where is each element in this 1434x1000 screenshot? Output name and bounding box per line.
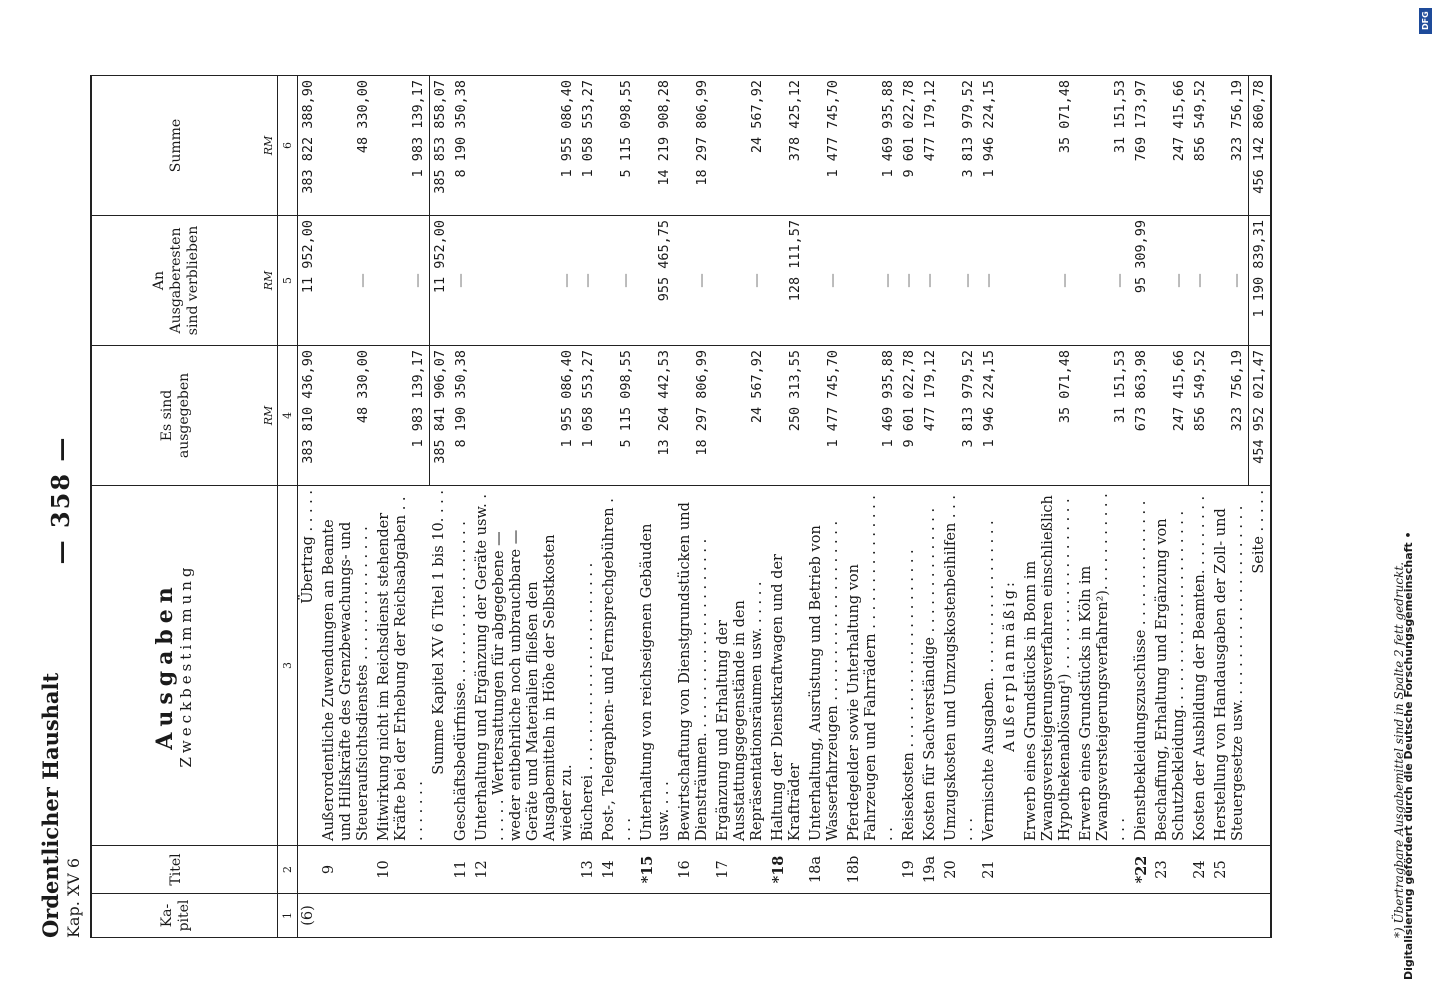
description-cell: Geschäftsbedürfnisse. . . . . . . . . . . . . . . . . . <box>451 486 472 846</box>
titel-cell: 12 <box>472 846 578 894</box>
unit-empty <box>260 894 278 938</box>
summe-cell: 769 173,97 <box>1131 76 1152 216</box>
summe-cell: 856 549,52 <box>1190 76 1211 216</box>
kapitel-cell <box>578 894 599 938</box>
description-cell: Vermischte Ausgaben. . . . . . . . . . . . . . . . . . <box>979 486 1000 846</box>
ausgegeben-cell: 323 756,19 <box>1211 346 1249 486</box>
ausgegeben-cell: 247 415,66 <box>1152 346 1190 486</box>
titel-cell <box>1249 846 1272 894</box>
table-row <box>768 76 806 938</box>
col-number: 5 <box>278 216 298 346</box>
ausgegeben-cell: 1 477 745,70 <box>806 346 844 486</box>
ausgegeben-cell: 31 151,53 <box>1076 346 1131 486</box>
summe-cell: 18 297 806,99 <box>675 76 713 216</box>
table-row <box>806 76 844 938</box>
ausgabereste-cell <box>1000 216 1021 346</box>
col-header-summe: Summe <box>91 76 260 216</box>
ausgabereste-cell: — <box>844 216 899 346</box>
table-row <box>1249 76 1272 938</box>
kapitel-cell <box>451 894 472 938</box>
titel-cell: 21 <box>979 846 1000 894</box>
ausgabereste-cell: 11 952,00 <box>298 216 320 346</box>
description-cell: Herstellung von Handausgaben der Zoll- und Steuergesetze usw. . . . . . . . . . . . . . . . . . . . . . <box>1211 486 1249 846</box>
description-cell: Unterhaltung von reichseigenen Gebäuden usw. . . . <box>637 486 675 846</box>
unit-label: RM <box>260 216 278 346</box>
titel-cell: *22 <box>1131 846 1152 894</box>
description-cell: Umzugskosten und Umzugskostenbeihilfen . . . . . . <box>941 486 979 846</box>
kapitel-cell <box>1076 894 1131 938</box>
ausgegeben-cell: 8 190 350,38 <box>451 346 472 486</box>
ausgegeben-cell: 3 813 979,52 <box>941 346 979 486</box>
kapitel-cell <box>979 894 1000 938</box>
kapitel-cell <box>599 894 637 938</box>
table-row <box>941 76 979 938</box>
ausgegeben-cell: 1 955 086,40 <box>472 346 578 486</box>
ausgabereste-cell: 955 465,75 <box>637 216 675 346</box>
description-cell: Außerordentliche Zuwendungen an Beamte und Hilfskräfte des Grenzbewachungs- und Steueraufsichtsdienstes . . . . . . . . . . . . . . . <box>319 486 374 846</box>
kapitel-cell <box>768 894 806 938</box>
summe-cell: 456 142 860,78 <box>1249 76 1272 216</box>
ledger-table <box>90 75 1272 938</box>
description-cell: Ergänzung und Erhaltung der Ausstattungsgegenstände in den Repräsentationsräumen usw. . . . . . <box>713 486 768 846</box>
unit-empty <box>260 486 278 846</box>
summe-cell: 385 853 858,07 <box>429 76 451 216</box>
titel-cell <box>429 846 451 894</box>
kapitel-cell <box>899 894 920 938</box>
kapitel-cell <box>806 894 844 938</box>
kapitel-cell <box>1249 894 1272 938</box>
summe-cell: 1 058 553,27 <box>578 76 599 216</box>
table-row <box>675 76 713 938</box>
kapitel-reference: Kap. XV 6 <box>64 857 83 938</box>
summe-cell <box>1000 76 1021 216</box>
ausgabereste-cell: — <box>806 216 844 346</box>
col-number: 2 <box>278 846 298 894</box>
summe-cell: 1 477 745,70 <box>806 76 844 216</box>
titel-cell <box>298 846 320 894</box>
ausgabereste-cell: 128 111,57 <box>768 216 806 346</box>
titel-cell: 23 <box>1152 846 1190 894</box>
kapitel-cell <box>941 894 979 938</box>
ausgegeben-cell: 48 330,00 <box>319 346 374 486</box>
description-cell: Pferdegelder sowie Unterhaltung von Fahrzeugen und Fahrrädern . . . . . . . . . . . . . . . . . <box>844 486 899 846</box>
description-cell: Unterhaltung, Ausrüstung und Betrieb von Wasserfahrzeugen . . . . . . . . . . . . . . . . . . . . <box>806 486 844 846</box>
unit-label: RM <box>260 346 278 486</box>
summe-cell: 3 813 979,52 <box>941 76 979 216</box>
titel-cell: 13 <box>578 846 599 894</box>
kapitel-cell <box>920 894 941 938</box>
description-cell: Erwerb eines Grundstücks in Bonn im Zwangsversteigerungsverfahren einschließlich Hypothekenablösung¹) . . . . . . . . . . . . . . . . . . . <box>1021 486 1076 846</box>
ausgegeben-cell: 856 549,52 <box>1190 346 1211 486</box>
description-cell: Bewirtschaftung von Dienstgrundstücken und Diensträumen. . . . . . . . . . . . . . . . . . . . . . <box>675 486 713 846</box>
ausgabereste-cell: — <box>374 216 429 346</box>
table-row <box>451 76 472 938</box>
table-row <box>1152 76 1190 938</box>
description-cell: Außerplanmäßig: <box>1000 486 1021 846</box>
titel-cell: 18b <box>844 846 899 894</box>
table-row <box>1190 76 1211 938</box>
kapitel-cell <box>1211 894 1249 938</box>
col-header-titel: Titel <box>91 846 260 894</box>
col-header-zweck <box>91 486 260 846</box>
kapitel-cell <box>1190 894 1211 938</box>
ausgegeben-cell: 13 264 442,53 <box>637 346 675 486</box>
col-number: 4 <box>278 346 298 486</box>
summe-cell: 24 567,92 <box>713 76 768 216</box>
col-number: 6 <box>278 76 298 216</box>
haushalt-heading: Ordentlicher Haushalt <box>38 672 63 938</box>
summe-cell: 1 946 224,15 <box>979 76 1000 216</box>
digitization-notice: Digitalisierung gefördert durch die Deutsche Forschungsgemeinschaft • <box>1402 531 1415 980</box>
description-cell: Seite . . . . . <box>1249 486 1272 846</box>
dfg-logo: DFG <box>1419 8 1432 34</box>
table-row <box>319 76 374 938</box>
ausgegeben-cell: 9 601 022,78 <box>899 346 920 486</box>
kapitel-cell: (6) <box>298 894 320 938</box>
table-row <box>979 76 1000 938</box>
titel-cell: *18 <box>768 846 806 894</box>
kapitel-cell <box>844 894 899 938</box>
description-cell: Post-, Telegraphen- und Fernsprechgebühren . . . . <box>599 486 637 846</box>
ledger-body <box>298 76 1272 938</box>
ausgabereste-cell: — <box>1021 216 1076 346</box>
ausgegeben-cell: 250 313,55 <box>768 346 806 486</box>
col-header-kapitel: Ka-pitel <box>91 894 260 938</box>
ausgabereste-cell: — <box>451 216 472 346</box>
ausgegeben-cell: 1 469 935,88 <box>844 346 899 486</box>
ausgegeben-cell: 18 297 806,99 <box>675 346 713 486</box>
summe-cell: 1 983 139,17 <box>374 76 429 216</box>
ausgegeben-cell: 35 071,48 <box>1021 346 1076 486</box>
titel-cell: 20 <box>941 846 979 894</box>
col-number: 1 <box>278 894 298 938</box>
summe-cell: 323 756,19 <box>1211 76 1249 216</box>
zweckbestimmung-title: Zweckbestimmung <box>177 563 195 768</box>
kapitel-cell <box>675 894 713 938</box>
table-row <box>429 76 451 938</box>
ausgegeben-cell: 1 983 139,17 <box>374 346 429 486</box>
description-cell: Unterhaltung und Ergänzung der Geräte usw. . . . . . . Wertersattungen für abgegebene — weder entbehrliche noch unbrauchbare — Geräte und Materialien fließen den Ausgabemitteln in Höhe der Selbstkosten wieder zu. <box>472 486 578 846</box>
page-number: — 358 — <box>46 435 75 565</box>
unit-label: RM <box>260 76 278 216</box>
ausgabereste-cell: — <box>979 216 1000 346</box>
ausgegeben-cell: 5 115 098,55 <box>599 346 637 486</box>
table-row <box>1021 76 1076 938</box>
description-cell: Summe Kapitel XV 6 Titel 1 bis 10. . . . <box>429 486 451 846</box>
description-cell: Haltung der Dienstkraftwagen und der Krafträder <box>768 486 806 846</box>
summe-cell: 1 955 086,40 <box>472 76 578 216</box>
ausgegeben-cell <box>1000 346 1021 486</box>
kapitel-cell <box>319 894 374 938</box>
summe-cell: 247 415,66 <box>1152 76 1190 216</box>
ausgaben-title: Ausgaben <box>152 581 178 750</box>
unit-empty <box>260 846 278 894</box>
description-cell: Beschaffung, Erhaltung und Ergänzung von Schutzbekleidung. . . . . . . . . . . . . . . . . . . . . . <box>1152 486 1190 846</box>
summe-cell: 477 179,12 <box>920 76 941 216</box>
titel-cell: 10 <box>374 846 429 894</box>
kapitel-cell <box>472 894 578 938</box>
description-cell: Übertrag . . . . . <box>298 486 320 846</box>
ausgegeben-cell: 477 179,12 <box>920 346 941 486</box>
ausgabereste-cell: 1 190 839,31 <box>1249 216 1272 346</box>
summe-cell: 5 115 098,55 <box>599 76 637 216</box>
summe-cell: 35 071,48 <box>1021 76 1076 216</box>
ausgabereste-cell: — <box>920 216 941 346</box>
table-row <box>844 76 899 938</box>
description-cell: Mitwirkung nicht im Reichsdienst stehender Kräfte bei der Erhebung der Reichsabgaben . . . . . . . . . <box>374 486 429 846</box>
ausgabereste-cell: — <box>1190 216 1211 346</box>
description-cell: Dienstbekleidungszuschüsse . . . . . . . . . . . . . . <box>1131 486 1152 846</box>
ausgegeben-cell: 24 567,92 <box>713 346 768 486</box>
summe-cell: 31 151,53 <box>1076 76 1131 216</box>
kapitel-cell <box>1152 894 1190 938</box>
description-cell: Kosten der Ausbildung der Beamten. . . . . . . . . <box>1190 486 1211 846</box>
table-row <box>472 76 578 938</box>
summe-cell: 8 190 350,38 <box>451 76 472 216</box>
kapitel-cell <box>1131 894 1152 938</box>
description-cell: Reisekosten . . . . . . . . . . . . . . . . . . . . . . <box>899 486 920 846</box>
titel-cell <box>1021 846 1076 894</box>
table-row <box>1076 76 1131 938</box>
titel-cell: 24 <box>1190 846 1211 894</box>
summe-cell: 378 425,12 <box>768 76 806 216</box>
titel-cell: 17 <box>713 846 768 894</box>
ausgabereste-cell: — <box>1211 216 1249 346</box>
table-row <box>1131 76 1152 938</box>
table-row <box>713 76 768 938</box>
summe-cell: 9 601 022,78 <box>899 76 920 216</box>
titel-cell <box>1000 846 1021 894</box>
titel-cell <box>1076 846 1131 894</box>
ausgegeben-cell: 1 058 553,27 <box>578 346 599 486</box>
ausgabereste-cell: — <box>319 216 374 346</box>
titel-cell: *15 <box>637 846 675 894</box>
table-row <box>578 76 599 938</box>
ausgegeben-cell: 385 841 906,07 <box>429 346 451 486</box>
titel-cell: 18a <box>806 846 844 894</box>
titel-cell: 11 <box>451 846 472 894</box>
ausgabereste-cell: 11 952,00 <box>429 216 451 346</box>
ausgegeben-cell: 383 810 436,90 <box>298 346 320 486</box>
kapitel-cell <box>1021 894 1076 938</box>
summe-cell: 48 330,00 <box>319 76 374 216</box>
kapitel-cell <box>429 894 451 938</box>
col-number: 3 <box>278 486 298 846</box>
titel-cell: 25 <box>1211 846 1249 894</box>
titel-cell: 19 <box>899 846 920 894</box>
ausgabereste-cell: — <box>472 216 578 346</box>
ausgabereste-cell: — <box>1076 216 1131 346</box>
ausgabereste-cell: — <box>675 216 713 346</box>
titel-cell: 14 <box>599 846 637 894</box>
kapitel-cell <box>637 894 675 938</box>
ausgabereste-cell: — <box>941 216 979 346</box>
ausgabereste-cell: — <box>599 216 637 346</box>
table-row <box>899 76 920 938</box>
kapitel-cell <box>713 894 768 938</box>
col-header-ausgabereste: An Ausgaberesten sind verblieben <box>91 216 260 346</box>
ausgegeben-cell: 673 863,98 <box>1131 346 1152 486</box>
running-header <box>38 0 83 1000</box>
titel-cell: 16 <box>675 846 713 894</box>
ausgegeben-cell: 1 946 224,15 <box>979 346 1000 486</box>
table-row <box>1000 76 1021 938</box>
table-row <box>920 76 941 938</box>
table-row <box>637 76 675 938</box>
description-cell: Kosten für Sachverständige . . . . . . . . . . . . . . <box>920 486 941 846</box>
summe-cell: 383 822 388,90 <box>298 76 320 216</box>
ausgabereste-cell: — <box>899 216 920 346</box>
ausgabereste-cell: — <box>713 216 768 346</box>
ausgabereste-cell: — <box>578 216 599 346</box>
summe-cell: 14 219 908,28 <box>637 76 675 216</box>
col-header-ausgegeben: Es sind ausgegeben <box>91 346 260 486</box>
ausgabereste-cell: 95 309,99 <box>1131 216 1152 346</box>
footnote: *) Übertragbare Ausgabemittel sind in Spalte 2 fett gedruckt. <box>1392 561 1406 938</box>
titel-cell: 9 <box>319 846 374 894</box>
description-cell: Bücherei . . . . . . . . . . . . . . . . . . . . . . . <box>578 486 599 846</box>
titel-cell: 19a <box>920 846 941 894</box>
ausgegeben-cell: 454 952 021,47 <box>1249 346 1272 486</box>
description-cell: Erwerb eines Grundstücks in Köln im Zwangsversteigerungsverfahren²). . . . . . . . . . . . . . <box>1076 486 1131 846</box>
table-row <box>599 76 637 938</box>
ausgabereste-cell: — <box>1152 216 1190 346</box>
table-row <box>374 76 429 938</box>
kapitel-cell <box>1000 894 1021 938</box>
table-row <box>298 76 320 938</box>
summe-cell: 1 469 935,88 <box>844 76 899 216</box>
table-row <box>1211 76 1249 938</box>
kapitel-cell <box>374 894 429 938</box>
